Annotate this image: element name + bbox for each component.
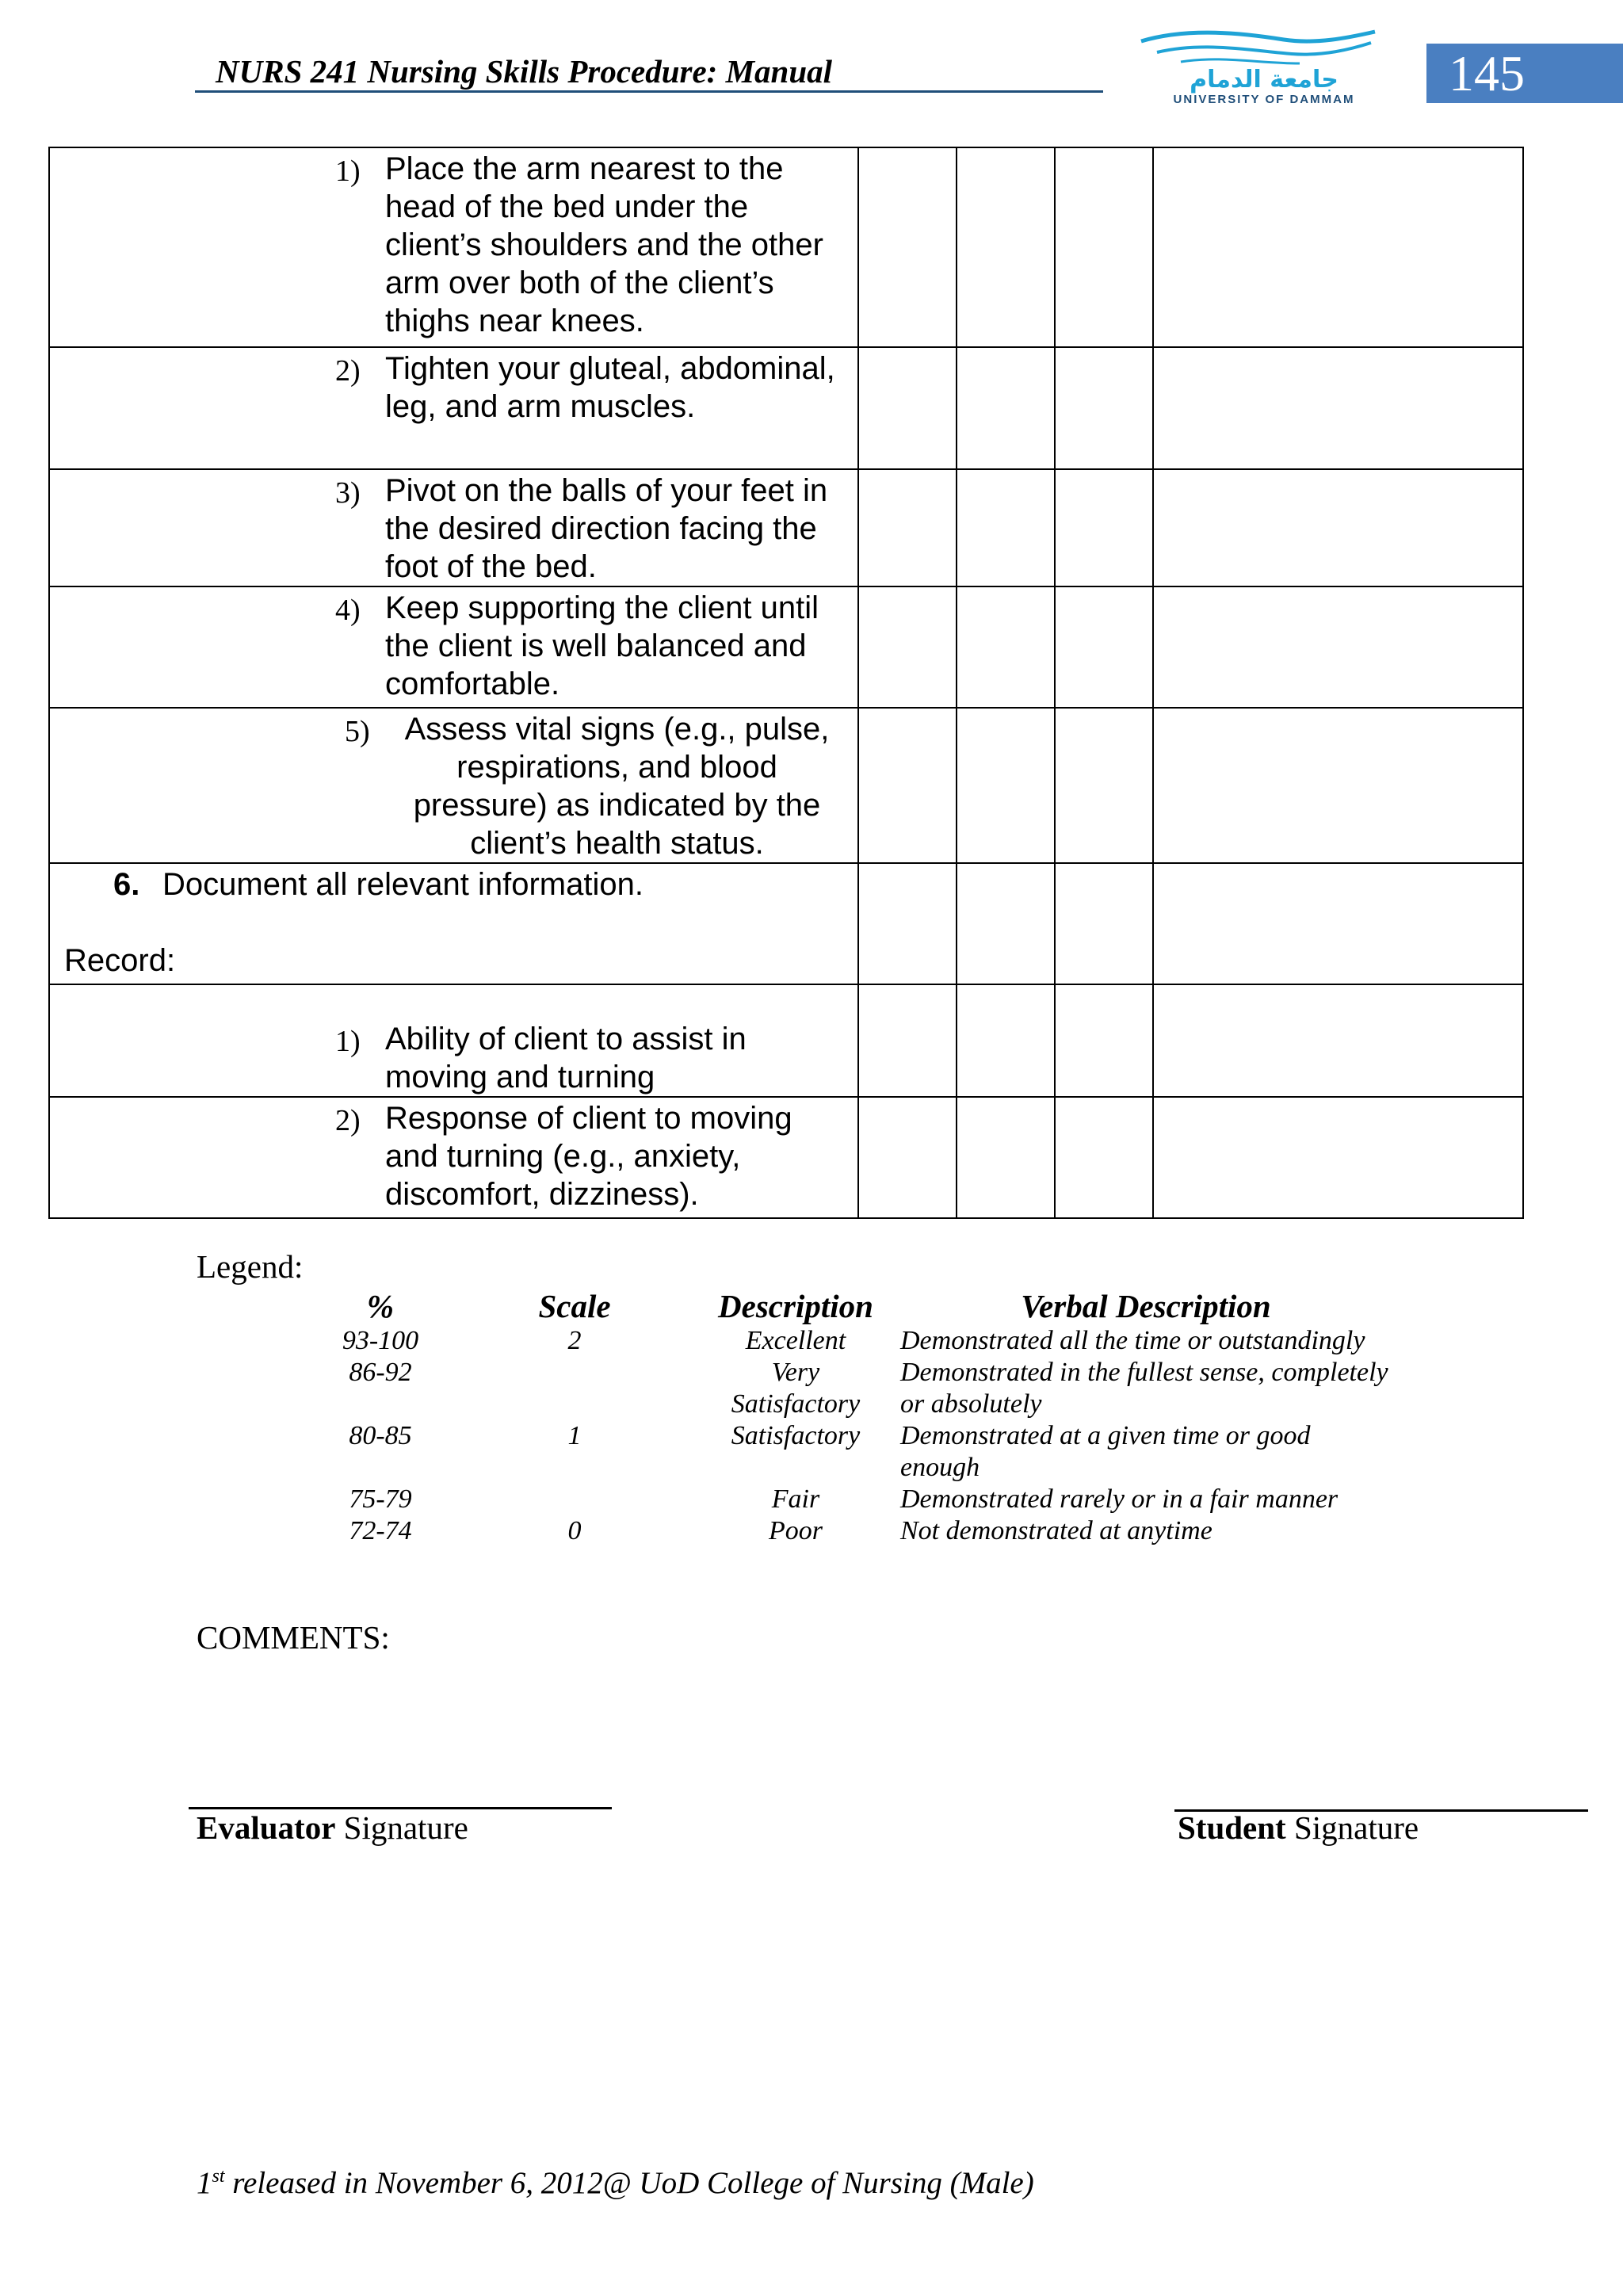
step-text: Place the arm nearest to the head of the bed under the client’s shoulders and the other arm over both of the client’s thighs near knees. (385, 151, 823, 338)
logo-english-text: UNIVERSITY OF DAMMAM (1173, 93, 1355, 106)
table-row (49, 1097, 1523, 1218)
legend-percent: 75-79 (349, 1484, 412, 1514)
page-number: 145 (1426, 44, 1623, 103)
step-text: Pivot on the balls of your feet in the desired direction facing the foot of the bed. (385, 473, 828, 584)
score-cell[interactable] (957, 147, 1055, 347)
remarks-cell[interactable] (1153, 147, 1523, 347)
comments-label: COMMENTS: (197, 1619, 390, 1656)
footer-release-note: 1st released in November 6, 2012@ UoD College of Nursing (Male) (197, 2166, 1034, 2200)
step-cell (49, 1097, 858, 1218)
score-cell[interactable] (858, 147, 957, 347)
step-cell (49, 863, 858, 984)
score-cell[interactable] (858, 708, 957, 863)
score-cell[interactable] (858, 1097, 957, 1218)
score-cell[interactable] (1055, 147, 1153, 347)
score-cell[interactable] (858, 469, 957, 586)
score-cell[interactable] (858, 984, 957, 1097)
legend-scale (444, 1484, 705, 1515)
legend-percent: 86-92 (349, 1358, 412, 1387)
remarks-cell[interactable] (1153, 347, 1523, 469)
score-cell[interactable] (1055, 984, 1153, 1097)
legend-header-description: Description (718, 1288, 873, 1324)
score-cell[interactable] (858, 863, 957, 984)
wave-logo-icon (1133, 24, 1395, 107)
legend-description: Very Satisfactory (731, 1358, 861, 1419)
step-text: Document all relevant information. (162, 867, 643, 902)
step-cell (49, 469, 858, 586)
legend-label: Legend: (197, 1248, 304, 1285)
legend-description: Excellent (745, 1326, 846, 1355)
score-cell[interactable] (1055, 708, 1153, 863)
university-logo (1133, 24, 1395, 107)
procedure-table (48, 147, 1524, 1219)
table-row (49, 863, 1523, 984)
step-text: Response of client to moving and turning (e.g., anxiety, discomfort, dizziness). (385, 1101, 792, 1212)
remarks-cell[interactable] (1153, 708, 1523, 863)
legend-verbal: Demonstrated in the fullest sense, completely or absolutely (900, 1358, 1388, 1419)
legend-scale: 1 (567, 1421, 582, 1450)
score-cell[interactable] (957, 984, 1055, 1097)
step-cell (49, 586, 858, 708)
legend-verbal: Demonstrated all the time or outstandingly (900, 1326, 1365, 1355)
score-cell[interactable] (1055, 469, 1153, 586)
score-cell[interactable] (957, 469, 1055, 586)
score-cell[interactable] (957, 347, 1055, 469)
remarks-cell[interactable] (1153, 863, 1523, 984)
header-title: NURS 241 Nursing Skills Procedure: Manual (216, 53, 833, 90)
legend-header-scale: Scale (538, 1288, 611, 1324)
remarks-cell[interactable] (1153, 984, 1523, 1097)
score-cell[interactable] (957, 708, 1055, 863)
logo-arabic-text: جامعة الدمام (1190, 66, 1338, 94)
legend-percent: 80-85 (349, 1421, 412, 1450)
legend-header-row (317, 1287, 1392, 1325)
legend-row (317, 1325, 1392, 1357)
step-number: 2) (335, 1104, 361, 1137)
legend-header-percent: % (366, 1288, 395, 1324)
step-text: Keep supporting the client until the client is well balanced and comfortable. (385, 590, 819, 701)
step-text: Ability of client to assist in moving and turning (385, 1022, 747, 1095)
remarks-cell[interactable] (1153, 586, 1523, 708)
legend-scale: 0 (567, 1516, 582, 1545)
record-label: Record: (64, 943, 176, 978)
table-row (49, 347, 1523, 469)
legend-description: Satisfactory (731, 1421, 861, 1450)
remarks-cell[interactable] (1153, 469, 1523, 586)
score-cell[interactable] (957, 1097, 1055, 1218)
legend-row (317, 1515, 1392, 1547)
student-signature-label: Student Signature (1178, 1809, 1419, 1846)
legend-description: Poor (769, 1516, 823, 1545)
step-text: Assess vital signs (e.g., pulse, respirations, and blood pressure) as indicated by the client’s health status. (404, 712, 830, 861)
step-text: Tighten your gluteal, abdominal, leg, and arm muscles. (385, 351, 835, 424)
score-cell[interactable] (1055, 863, 1153, 984)
legend-verbal: Not demonstrated at anytime (900, 1516, 1212, 1545)
legend-percent: 93-100 (342, 1326, 419, 1355)
score-cell[interactable] (1055, 347, 1153, 469)
step-number: 5) (345, 715, 370, 748)
legend-row (317, 1357, 1392, 1420)
score-cell[interactable] (1055, 586, 1153, 708)
score-cell[interactable] (858, 347, 957, 469)
step-number: 3) (335, 476, 361, 510)
table-row (49, 147, 1523, 347)
legend-table (317, 1287, 1392, 1547)
legend-header-verbal: Verbal Description (1021, 1288, 1271, 1324)
step-number: 6. (113, 867, 140, 902)
legend-verbal: Demonstrated rarely or in a fair manner (900, 1484, 1338, 1514)
step-number: 1) (335, 155, 361, 188)
step-number: 1) (335, 1025, 361, 1058)
step-number: 2) (335, 354, 361, 388)
score-cell[interactable] (957, 586, 1055, 708)
legend-scale: 2 (567, 1326, 582, 1355)
step-number: 4) (335, 594, 361, 627)
table-row (49, 469, 1523, 586)
score-cell[interactable] (1055, 1097, 1153, 1218)
score-cell[interactable] (957, 863, 1055, 984)
legend-verbal: Demonstrated at a given time or good enough (900, 1421, 1311, 1482)
step-cell (49, 347, 858, 469)
legend-percent: 72-74 (349, 1516, 412, 1545)
step-cell (49, 147, 858, 347)
legend-row (317, 1484, 1392, 1515)
legend-row (317, 1420, 1392, 1484)
table-row (49, 708, 1523, 863)
header-rule (195, 90, 1103, 93)
evaluator-signature-label: Evaluator Signature (197, 1809, 468, 1846)
step-cell (49, 984, 858, 1097)
legend-scale (444, 1357, 705, 1420)
step-cell (49, 708, 858, 863)
legend-description: Fair (771, 1484, 820, 1514)
table-row (49, 586, 1523, 708)
score-cell[interactable] (858, 586, 957, 708)
table-row (49, 984, 1523, 1097)
remarks-cell[interactable] (1153, 1097, 1523, 1218)
